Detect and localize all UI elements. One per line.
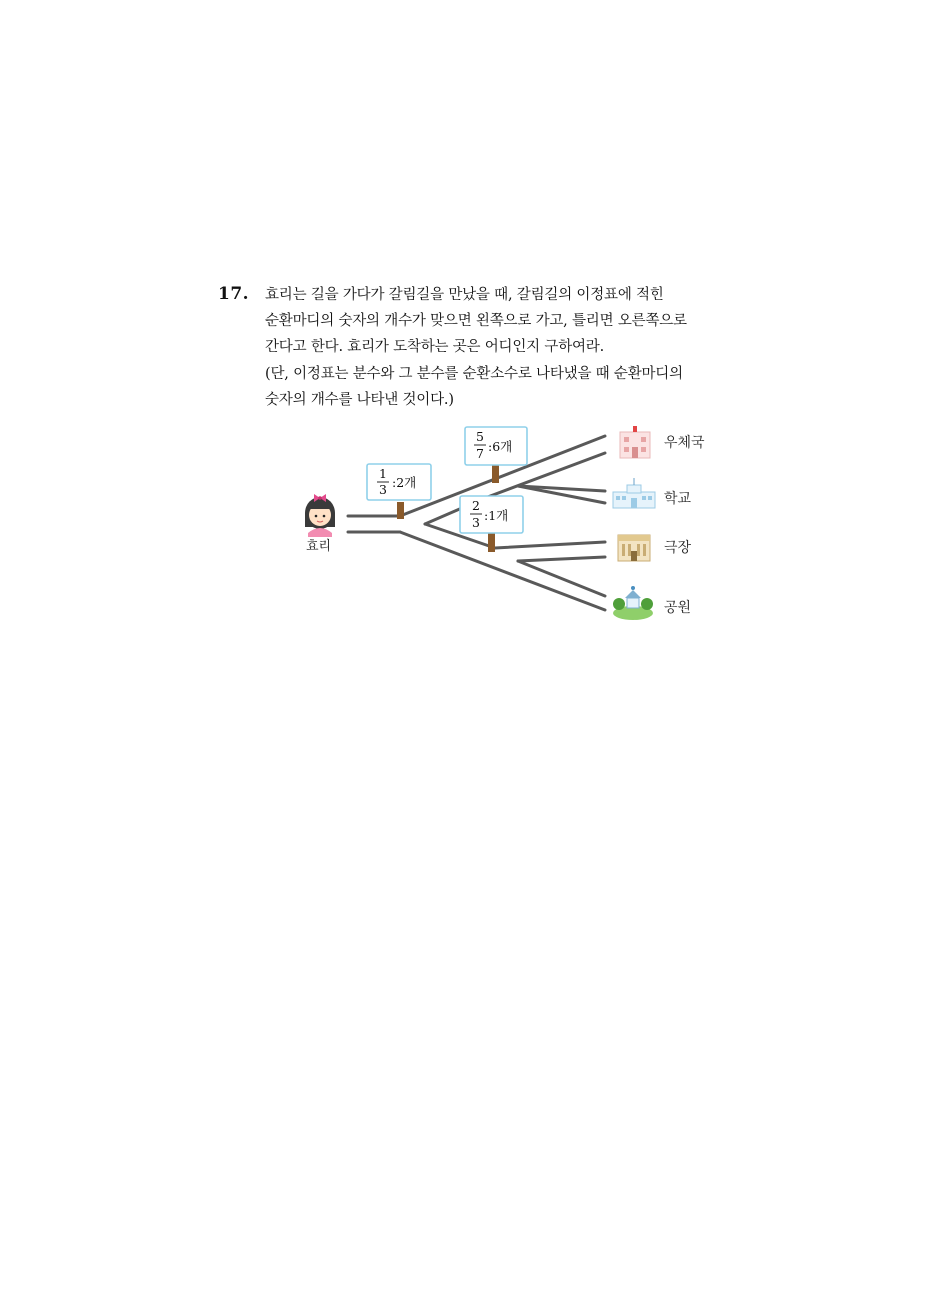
signpost bbox=[367, 464, 431, 519]
destination-label: 공원 bbox=[664, 600, 692, 616]
school-icon bbox=[613, 478, 655, 508]
problem-line: 효리는 길을 가다가 갈림길을 만났을 때, 갈림길의 이정표에 적힌 bbox=[265, 287, 664, 303]
road bbox=[518, 557, 605, 561]
signpost bbox=[460, 496, 523, 552]
destination-label: 우체국 bbox=[664, 435, 705, 451]
sign-count: :2개 bbox=[392, 475, 417, 490]
road bbox=[495, 542, 605, 548]
problem-line: 순환마디의 숫자의 개수가 맞으면 왼쪽으로 가고, 틀리면 오른쪽으로 bbox=[265, 313, 687, 330]
park-icon bbox=[613, 586, 653, 620]
signpost bbox=[465, 427, 527, 483]
theater-icon bbox=[618, 535, 650, 561]
girl-icon bbox=[305, 494, 335, 537]
destination-label: 극장 bbox=[664, 540, 692, 556]
problem-number: 17. bbox=[218, 284, 250, 304]
crossroads-diagram bbox=[300, 420, 730, 640]
sign-denominator: 3 bbox=[379, 482, 387, 497]
problem-line: 숫자의 개수를 나타낸 것이다.) bbox=[265, 391, 454, 408]
sign-count: :1개 bbox=[484, 508, 509, 523]
sign-numerator: 2 bbox=[472, 498, 480, 513]
destination-label: 학교 bbox=[664, 491, 692, 507]
post-office-icon bbox=[620, 426, 650, 458]
sign-numerator: 1 bbox=[379, 466, 387, 481]
road bbox=[518, 561, 605, 596]
sign-numerator: 5 bbox=[476, 429, 484, 444]
sign-count: :6개 bbox=[488, 439, 513, 454]
problem-text bbox=[265, 282, 735, 413]
sign-denominator: 3 bbox=[472, 515, 480, 530]
problem-line: (단, 이정표는 분수와 그 분수를 순환소수로 나타냈을 때 순환마디의 bbox=[265, 365, 683, 382]
sign-denominator: 7 bbox=[476, 446, 484, 461]
girl-label: 효리 bbox=[306, 539, 332, 554]
problem-line: 간다고 한다. 효리가 도착하는 곳은 어디인지 구하여라. bbox=[265, 339, 605, 356]
